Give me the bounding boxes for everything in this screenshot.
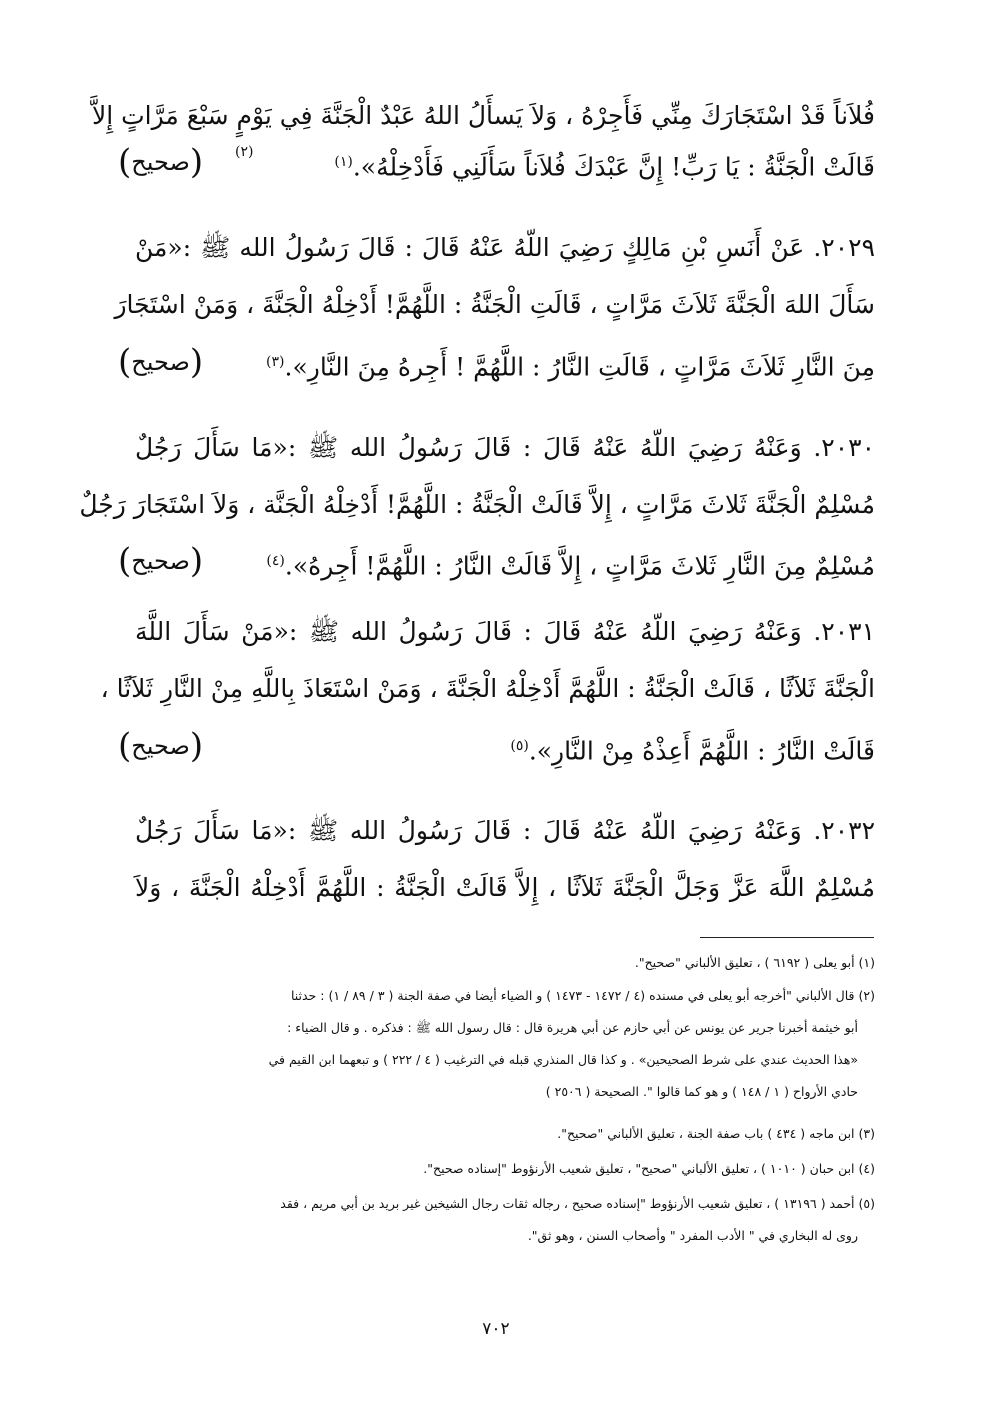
hadith-2029-line-2: سَأَلَ اللهَ الْجَنَّةَ ثَلاَثَ مَرَّاتٍ ، قَالَتِ الْجَنَّةُ : اللَّهُمَّ! أَدْخِلْهُ الْجَنَّةَ ، وَمَنْ اسْتَجَارَ [114,290,875,319]
hadith-2032-line-1: ٢٠٣٢. وَعَنْهُ رَضِيَ اللّهُ عَنْهُ قَالَ : قَالَ رَسُولُ الله ﷺ :«مَا سَأَلَ رَجُلٌ [135,816,875,845]
footnote-5-line-2: روى له البخاري في " الأدب المفرد " وأصحاب السنن ، وهو ثق". [527,1228,858,1243]
hadith-2029-grade: (صحيح) [118,342,204,382]
footnote-1: (١) أبو يعلى ( ٦١٩٢ ) ، تعليق الألباني "صحيح". [634,955,875,970]
footnote-2-line-2: أبو خيثمة أخبرنا جرير عن يونس عن أبي حازم عن أبي هريرة قال : قال رسول الله ﷺ : فذكره . و قال الضياء : [287,1020,858,1035]
hadith-2030-footnote-ref: (٤) [266,553,285,569]
hadith-2029-grade-text: صحيح [131,348,190,376]
hadith-2030-line-3 [266,541,875,586]
hadith-1-grade: (صحيح) [118,142,204,182]
hadith-2030-grade: (صحيح) [118,541,204,581]
hadith-2031-footnote-ref: (٥) [510,738,529,754]
hadith-1-line-2 [315,142,875,187]
hadith-2031-line-3-text: قَالَتْ النَّارُ : اللَّهُمَّ أَعِذْهُ مِنْ النَّارِ». [528,736,875,766]
footnote-3: (٣) ابن ماجه ( ٤٣٤ ) باب صفة الجنة ، تعليق الألباني "صحيح". [557,1126,875,1141]
hadith-1-grade-text: صحيح [131,148,190,176]
footnote-separator [700,937,874,938]
hadith-2029-line-1: ٢٠٢٩. عَنْ أَنَسِ بْنِ مَالِكٍ رَضِيَ اللّهُ عَنْهُ قَالَ : قَالَ رَسُولُ الله ﷺ :«مَنْ [135,233,875,262]
hadith-2031-grade: (صحيح) [118,726,204,766]
hadith-2029-footnote-ref: (٣) [266,354,285,370]
hadith-2031-line-3 [315,726,875,771]
hadith-2029-line-3 [266,342,875,387]
hadith-2030-line-2: مُسْلِمٌ الْجَنَّةَ ثَلاثَ مَرَّاتٍ ، إِلاَّ قَالَتْ الْجَنَّةُ : اللَّهُمَّ! أَدْخِلْهُ الْجَنَّة ، وَلاَ اسْتَجَارَ رَجُلٌ [79,490,875,519]
hadith-1-line-1: فُلاَناً قَدْ اسْتَجَارَكَ مِنِّي فَأَجِرْهُ ، وَلاَ يَسأَلُ اللهُ عَبْدٌ الْجَنَّةَ فِي يَوْمٍ سَبْعَ مَرَّاتٍ إِلاَّ [92,101,875,130]
hadith-1-line-2-text: قَالَتْ الْجَنَّةُ : يَا رَبِّ! إِنَّ عَبْدَكَ فُلاَناً سَأَلَنِي فَأَدْخِلْهُ». [352,152,875,182]
hadith-1-footnote-ref: (١) [334,154,353,170]
hadith-2031-grade-text: صحيح [131,732,190,760]
footnote-2-line-3: «هذا الحديث عندي على شرط الصحيحين» . و كذا قال المنذري قبله في الترغيب ( ٤ / ٢٢٢ ) و تبعهما ابن القيم في [268,1052,858,1067]
footnote-2-line-1: (٢) قال الألباني "أخرجه أبو يعلى في مسنده (٤ / ١٤٧٢ - ١٤٧٣ ) و الضياء أيضا في صفة الجنة ( ٣ / ٨٩ / ١) : حدثنا [290,988,875,1003]
footnote-4: (٤) ابن حبان ( ١٠١٠ ) ، تعليق الألباني "صحيح" ، تعليق شعيب الأرنؤوط "إسناده صحيح". [423,1161,875,1176]
hadith-1-grade-footnote-ref: (٢) [235,144,254,160]
hadith-2030-line-3-text: مُسْلِمٌ مِنَ النَّارِ ثَلاثَ مَرَّاتٍ ، إِلاَّ قَالَتْ النَّارُ : اللَّهُمَّ! أَجِرهُ». [284,551,875,581]
hadith-2030-grade-text: صحيح [131,547,190,575]
hadith-2030-line-1: ٢٠٣٠. وَعَنْهُ رَضِيَ اللّهُ عَنْهُ قَالَ : قَالَ رَسُولُ الله ﷺ :«مَا سَأَلَ رَجُلٌ [135,433,875,462]
footnote-5-line-1: (٥) أحمد ( ١٣١٩٦ ) ، تعليق شعيب الأرنؤوط "إسناده صحيح ، رجاله ثقات رجال الشيخين غير بريد بن أبي مريم ، فقد [280,1196,875,1211]
hadith-2031-line-1: ٢٠٣١. وَعَنْهُ رَضِيَ اللّهُ عَنْهُ قَالَ : قَالَ رَسُولُ الله ﷺ :«مَنْ سَأَلَ اللَّهَ [135,617,875,646]
footnote-2-line-4: حادي الأرواح ( ١ / ١٤٨ ) و هو كما قالوا ". الصحيحة ( ٢٥٠٦ ) [545,1084,858,1099]
hadith-2031-line-2: الْجَنَّةَ ثَلاَثًا ، قَالَتْ الْجَنَّةُ : اللَّهُمَّ أَدْخِلْهُ الْجَنَّةَ ، وَمَنْ اسْتَعَاذَ بِاللَّهِ مِنْ النَّارِ ثَلاَثًا ، [100,674,875,703]
page-number: ٧٠٢ [482,1319,510,1339]
hadith-2032-line-2: مُسْلِمٌ اللَّهَ عَزَّ وَجَلَّ الْجَنَّةَ ثَلاَثًا ، إِلاَّ قَالَتْ الْجَنَّةُ : اللَّهُمَّ أَدْخِلْهُ الْجَنَّةَ ، وَلاَ [135,873,875,902]
hadith-2029-line-3-text: مِنَ النَّارِ ثَلاَثَ مَرَّاتٍ ، قَالَتِ النَّارُ : اللَّهُمَّ ! أَجِرهُ مِنَ النَّارِ». [284,352,875,382]
